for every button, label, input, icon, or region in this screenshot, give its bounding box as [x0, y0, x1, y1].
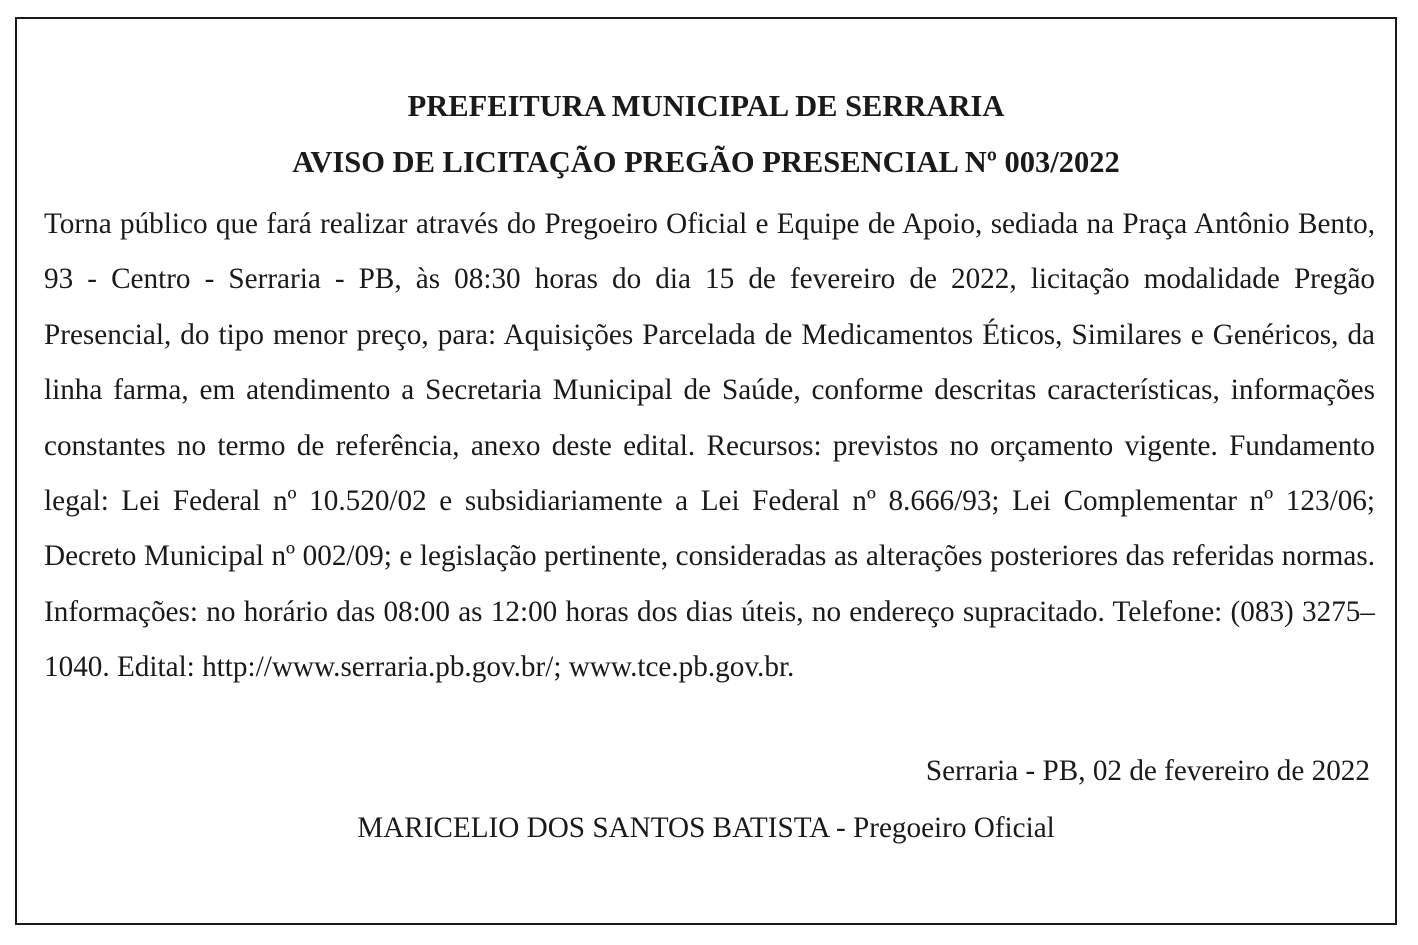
date-line: Serraria - PB, 02 de fevereiro de 2022 [925, 755, 1370, 787]
issuer-title: PREFEITURA MUNICIPAL DE SERRARIA [407, 89, 1005, 123]
notice-body: Torna público que fará realizar através do Pregoeiro Oficial e Equipe de Apoio, sediada na Praça Antônio Bento, 93 - Centro - Serraria - PB, às 08:30 horas do dia 15 de fevereiro de 2022, licitação modalidade Pregão Presencial, do tipo menor preço, para: Aquisições Parcelada de Medicamentos Éticos, Similares e Genéricos, da linha farma, em atendimento a Secretaria Municipal de Saúde, conforme descritas características, informações constantes no termo de referência, anexo deste edital. Recursos: previstos no orçamento vigente. Fundamento legal: Lei Federal nº 10.520/02 e subsidiariamente a Lei Federal nº 8.666/93; Lei Complementar nº 123/06; Decreto Municipal nº 002/09; e legislação pertinente, consideradas as alterações posteriores das referidas normas. Informações: no horário das 08:00 as 12:00 horas dos dias úteis, no endereço supracitado. Telefone: (083) 3275–1040. Edital: http://www.serraria.pb.gov.br/; www.tce.pb.gov.br. [44, 208, 1375, 684]
notice-frame [15, 17, 1397, 925]
signature-line: MARICELIO DOS SANTOS BATISTA - Pregoeiro Oficial [357, 812, 1055, 844]
notice-title: AVISO DE LICITAÇÃO PREGÃO PRESENCIAL Nº 003/2022 [292, 145, 1120, 179]
